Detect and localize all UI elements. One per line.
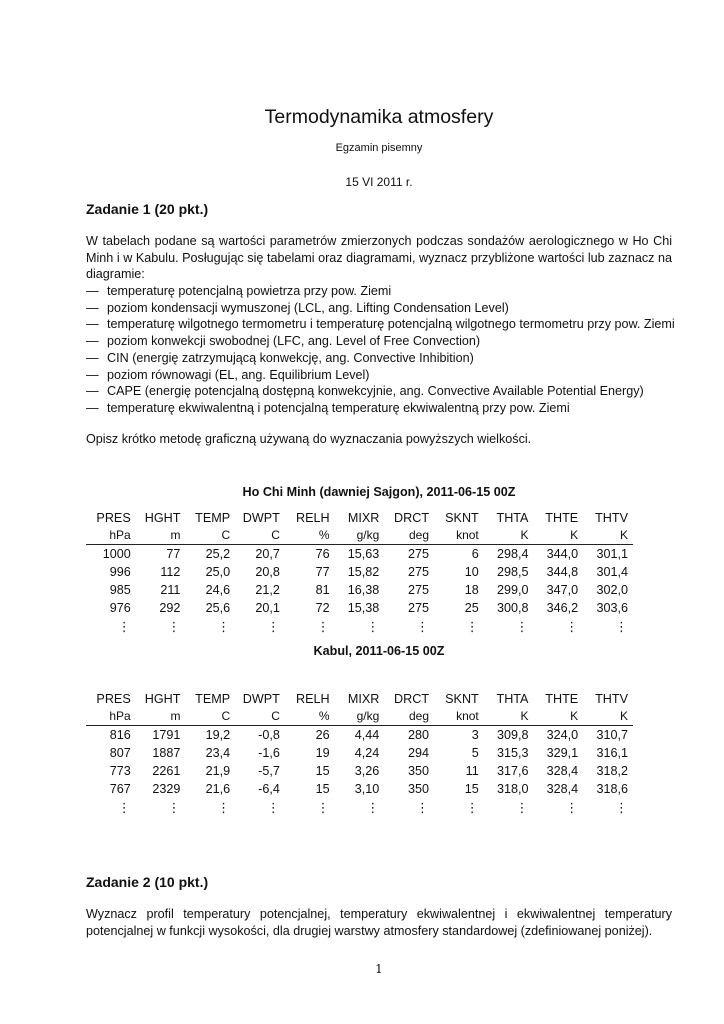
table-cell: -1,6: [258, 746, 280, 760]
table-row: [86, 744, 633, 762]
table-cell: 280: [408, 728, 430, 742]
vertical-ellipsis: ⋮: [465, 619, 479, 634]
page-number: 1: [375, 962, 383, 976]
table-header-row: [86, 510, 633, 527]
dash-marker: —: [86, 317, 99, 332]
vertical-ellipsis: ⋮: [465, 800, 479, 815]
task2-heading: Zadanie 2 (10 pkt.): [86, 874, 209, 890]
table-cell: 294: [408, 746, 430, 760]
table-cell: 25,6: [205, 601, 231, 615]
column-unit: C: [185, 527, 235, 545]
table-cell: 19: [315, 746, 330, 760]
vertical-ellipsis: ⋮: [117, 800, 131, 815]
vertical-ellipsis: ⋮: [316, 619, 330, 634]
table-cell: 328,4: [546, 764, 579, 778]
list-item: [86, 316, 686, 333]
vertical-ellipsis: ⋮: [615, 800, 628, 815]
vertical-ellipsis: ⋮: [167, 800, 181, 815]
table-cell: 316,1: [596, 746, 628, 760]
vertical-ellipsis: ⋮: [316, 800, 330, 815]
table-cell: 6: [471, 547, 479, 561]
task1-outro: Opisz krótko metodę graficzną używaną do wyznaczania powyższych wielkości.: [86, 432, 532, 446]
table-row: [86, 726, 633, 745]
table-cell: 985: [109, 583, 131, 597]
column-unit: knot: [434, 708, 484, 726]
table-cell: 21,2: [255, 583, 280, 597]
table-cell: 2261: [152, 764, 181, 778]
table-cell: 19,2: [205, 728, 231, 742]
table-cell: 15: [464, 782, 479, 796]
vertical-ellipsis: ⋮: [366, 619, 380, 634]
list-item-text: temperaturę potencjalną powietrza przy pow. Ziemi: [107, 284, 392, 298]
table-cell: 26: [315, 728, 330, 742]
table-cell: 301,4: [596, 565, 628, 579]
task2-text: Wyznacz profil temperatury potencjalnej, temperatury ekwiwalentnej i ekwiwalentnej temperatury potencjalnej w funkcji wysokości, dla drugiej warstwy atmosfery standardowej (zdefiniowanej poniżej).: [86, 907, 672, 938]
table-cell: 302,0: [596, 583, 628, 597]
column-header: TEMP: [195, 692, 231, 706]
table-cell: 76: [315, 547, 330, 561]
table-row: [86, 581, 633, 599]
vertical-ellipsis: ⋮: [565, 619, 579, 634]
table-cell: 77: [166, 547, 181, 561]
column-unit: g/kg: [335, 708, 385, 726]
dash-marker: —: [86, 400, 99, 415]
list-item: [86, 367, 686, 384]
column-header: SKNT: [445, 692, 479, 706]
table-cell: 996: [109, 565, 131, 579]
dash-marker: —: [86, 334, 99, 349]
column-header: DRCT: [394, 692, 430, 706]
task1-heading: Zadanie 1 (20 pkt.): [86, 201, 209, 217]
table-cell: 299,0: [496, 583, 529, 597]
vertical-ellipsis: ⋮: [416, 619, 430, 634]
document-subtitle: Egzamin pisemny: [335, 142, 423, 154]
table-cell: 317,6: [496, 764, 529, 778]
column-header: THTA: [496, 511, 529, 525]
table-cell: 20,8: [255, 565, 280, 579]
column-header: THTV: [595, 511, 628, 525]
table-cell: 292: [159, 601, 181, 615]
column-header: PRES: [96, 692, 131, 706]
column-unit: hPa: [86, 708, 136, 726]
table-cell: 25: [464, 601, 479, 615]
table-cell: 25,0: [205, 565, 231, 579]
dash-marker: —: [86, 350, 99, 365]
table-row: [86, 762, 633, 780]
vertical-ellipsis: ⋮: [515, 800, 529, 815]
table-cell: 310,7: [596, 728, 628, 742]
table-cell: 807: [109, 746, 131, 760]
column-unit: m: [136, 527, 186, 545]
column-unit: hPa: [86, 527, 136, 545]
table-cell: 816: [109, 728, 131, 742]
continuation-row: [86, 617, 633, 637]
table-cell: 3,10: [354, 782, 380, 796]
table-cell: 77: [315, 565, 330, 579]
column-header: TEMP: [195, 511, 231, 525]
task1-item-list: [86, 283, 686, 417]
vertical-ellipsis: ⋮: [615, 619, 628, 634]
table-cell: 15,63: [347, 547, 380, 561]
table-cell: 4,24: [354, 746, 380, 760]
table-cell: 5: [471, 746, 479, 760]
table-cell: 20,7: [255, 547, 280, 561]
table-cell: 18: [464, 583, 479, 597]
table-cell: 211: [160, 583, 181, 597]
table-cell: 15,38: [347, 601, 380, 615]
column-header: SKNT: [445, 511, 479, 525]
table-header-row: [86, 691, 633, 708]
table-cell: 303,6: [596, 601, 628, 615]
table-cell: 344,0: [546, 547, 579, 561]
column-unit: knot: [434, 527, 484, 545]
list-item: [86, 350, 686, 367]
column-header: THTE: [545, 511, 579, 525]
column-header: DWPT: [242, 511, 280, 525]
table-cell: 16,38: [347, 583, 380, 597]
table-cell: 2329: [152, 782, 181, 796]
column-header: RELH: [296, 692, 330, 706]
list-item: [86, 283, 686, 300]
column-unit: g/kg: [335, 527, 385, 545]
document-title: Termodynamika atmosfery: [264, 106, 494, 128]
dash-marker: —: [86, 300, 99, 315]
table-cell: 347,0: [546, 583, 579, 597]
table-cell: -0,8: [258, 728, 280, 742]
column-header: PRES: [96, 511, 131, 525]
table-cell: 21,9: [205, 764, 231, 778]
column-unit: deg: [384, 708, 434, 726]
column-unit: K: [533, 708, 583, 726]
list-item-text: temperaturę ekwiwalentną i potencjalną temperaturę ekwiwalentną przy pow. Ziemi: [107, 400, 570, 415]
kabul-sounding-table: [86, 691, 633, 818]
vertical-ellipsis: ⋮: [217, 619, 231, 634]
table-cell: 81: [315, 583, 330, 597]
table-cell: 275: [408, 565, 430, 579]
column-header: THTA: [496, 692, 529, 706]
table-cell: 21,6: [205, 782, 231, 796]
column-header: THTE: [545, 692, 579, 706]
column-header: DRCT: [394, 511, 430, 525]
vertical-ellipsis: ⋮: [117, 619, 131, 634]
hochiminh-sounding-table: [86, 510, 633, 637]
column-header: RELH: [296, 511, 330, 525]
column-unit: K: [583, 527, 633, 545]
vertical-ellipsis: ⋮: [266, 800, 280, 815]
list-item: [86, 400, 686, 417]
column-unit: C: [185, 708, 235, 726]
table-cell: 773: [109, 764, 131, 778]
table-cell: 346,2: [546, 601, 579, 615]
column-header: MIXR: [347, 511, 380, 525]
hochiminh-caption: Ho Chi Minh (dawniej Sajgon), 2011-06-15 00Z: [242, 485, 516, 499]
table-cell: 318,6: [596, 782, 628, 796]
table-cell: 24,6: [205, 583, 231, 597]
list-item: [86, 383, 686, 400]
table-cell: 350: [408, 782, 430, 796]
column-unit: K: [533, 527, 583, 545]
list-item-text: CAPE (energię potencjalną dostępną konwekcyjnie, ang. Convective Available Potential Energy): [107, 384, 644, 399]
table-cell: 309,8: [496, 728, 529, 742]
list-item-text: temperaturę wilgotnego termometru i temperaturę potencjalną wilgotnego termometru przy pow. Ziemi: [107, 317, 675, 332]
table-row: [86, 599, 633, 617]
table-cell: 298,5: [496, 565, 529, 579]
column-header: HGHT: [144, 511, 181, 525]
column-header: HGHT: [144, 692, 181, 706]
table-cell: 10: [464, 565, 479, 579]
table-cell: 328,4: [546, 782, 579, 796]
vertical-ellipsis: ⋮: [167, 619, 181, 634]
table-cell: 4,44: [354, 728, 380, 742]
table-cell: 315,3: [496, 746, 529, 760]
table-row: [86, 563, 633, 581]
column-header: THTV: [595, 692, 628, 706]
table-cell: 1000: [102, 547, 131, 561]
table-cell: 324,0: [546, 728, 579, 742]
column-unit: %: [285, 708, 335, 726]
list-item-text: CIN (energię zatrzymującą konwekcję, ang. Convective Inhibition): [107, 350, 474, 365]
table-units-row: [86, 527, 633, 545]
column-unit: C: [235, 708, 285, 726]
column-unit: m: [136, 708, 186, 726]
table-cell: 15: [315, 782, 330, 796]
column-unit: deg: [384, 527, 434, 545]
table-cell: 15: [315, 764, 330, 778]
table-cell: -6,4: [258, 782, 280, 796]
table-cell: 3,26: [354, 764, 380, 778]
table-cell: -5,7: [258, 764, 280, 778]
column-unit: K: [484, 708, 534, 726]
column-header: MIXR: [347, 692, 380, 706]
table-cell: 72: [315, 601, 330, 615]
table-cell: 11: [465, 764, 479, 778]
dash-marker: —: [86, 384, 99, 399]
task1-intro: W tabelach podane są wartości parametrów zmierzonych podczas sondażów aerologicznego w Ho Chi Minh i w Kabulu. Posługując się tabelami oraz diagramami, wyznacz przybliżone wartości lub zaznacz na diagramie:: [86, 234, 672, 282]
kabul-caption: Kabul, 2011-06-15 00Z: [313, 644, 445, 658]
list-item: [86, 333, 686, 350]
table-cell: 275: [408, 583, 430, 597]
table-cell: 275: [408, 547, 430, 561]
table-cell: 300,8: [496, 601, 529, 615]
vertical-ellipsis: ⋮: [515, 619, 529, 634]
table-cell: 318,2: [596, 764, 628, 778]
table-cell: 23,4: [205, 746, 231, 760]
column-unit: K: [484, 527, 534, 545]
table-cell: 275: [408, 601, 430, 615]
table-cell: 20,1: [255, 601, 280, 615]
table-cell: 329,1: [546, 746, 579, 760]
table-row: [86, 545, 633, 564]
table-cell: 344,8: [546, 565, 579, 579]
table-cell: 350: [408, 764, 430, 778]
table-cell: 112: [160, 565, 181, 579]
table-units-row: [86, 708, 633, 726]
vertical-ellipsis: ⋮: [217, 800, 231, 815]
list-item-text: poziom równowagi (EL, ang. Equilibrium Level): [107, 367, 370, 382]
table-cell: 298,4: [496, 547, 529, 561]
column-header: DWPT: [242, 692, 280, 706]
dash-marker: —: [86, 284, 99, 298]
table-cell: 25,2: [205, 547, 231, 561]
table-cell: 301,1: [596, 547, 628, 561]
vertical-ellipsis: ⋮: [366, 800, 380, 815]
column-unit: C: [235, 527, 285, 545]
vertical-ellipsis: ⋮: [266, 619, 280, 634]
list-item: [86, 300, 686, 317]
table-cell: 318,0: [496, 782, 529, 796]
document-date: 15 VI 2011 r.: [345, 175, 413, 189]
column-unit: K: [583, 708, 633, 726]
column-unit: %: [285, 527, 335, 545]
table-cell: 3: [471, 728, 479, 742]
continuation-row: [86, 798, 633, 818]
table-row: [86, 780, 633, 798]
table-cell: 15,82: [347, 565, 380, 579]
vertical-ellipsis: ⋮: [416, 800, 430, 815]
vertical-ellipsis: ⋮: [565, 800, 579, 815]
table-cell: 1887: [152, 746, 181, 760]
list-item-text: poziom konwekcji swobodnej (LFC, ang. Level of Free Convection): [107, 334, 481, 349]
table-cell: 767: [109, 782, 131, 796]
table-cell: 976: [109, 601, 131, 615]
dash-marker: —: [86, 367, 99, 382]
list-item-text: poziom kondensacji wymuszonej (LCL, ang. Lifting Condensation Level): [107, 300, 509, 315]
table-cell: 1791: [152, 728, 181, 742]
